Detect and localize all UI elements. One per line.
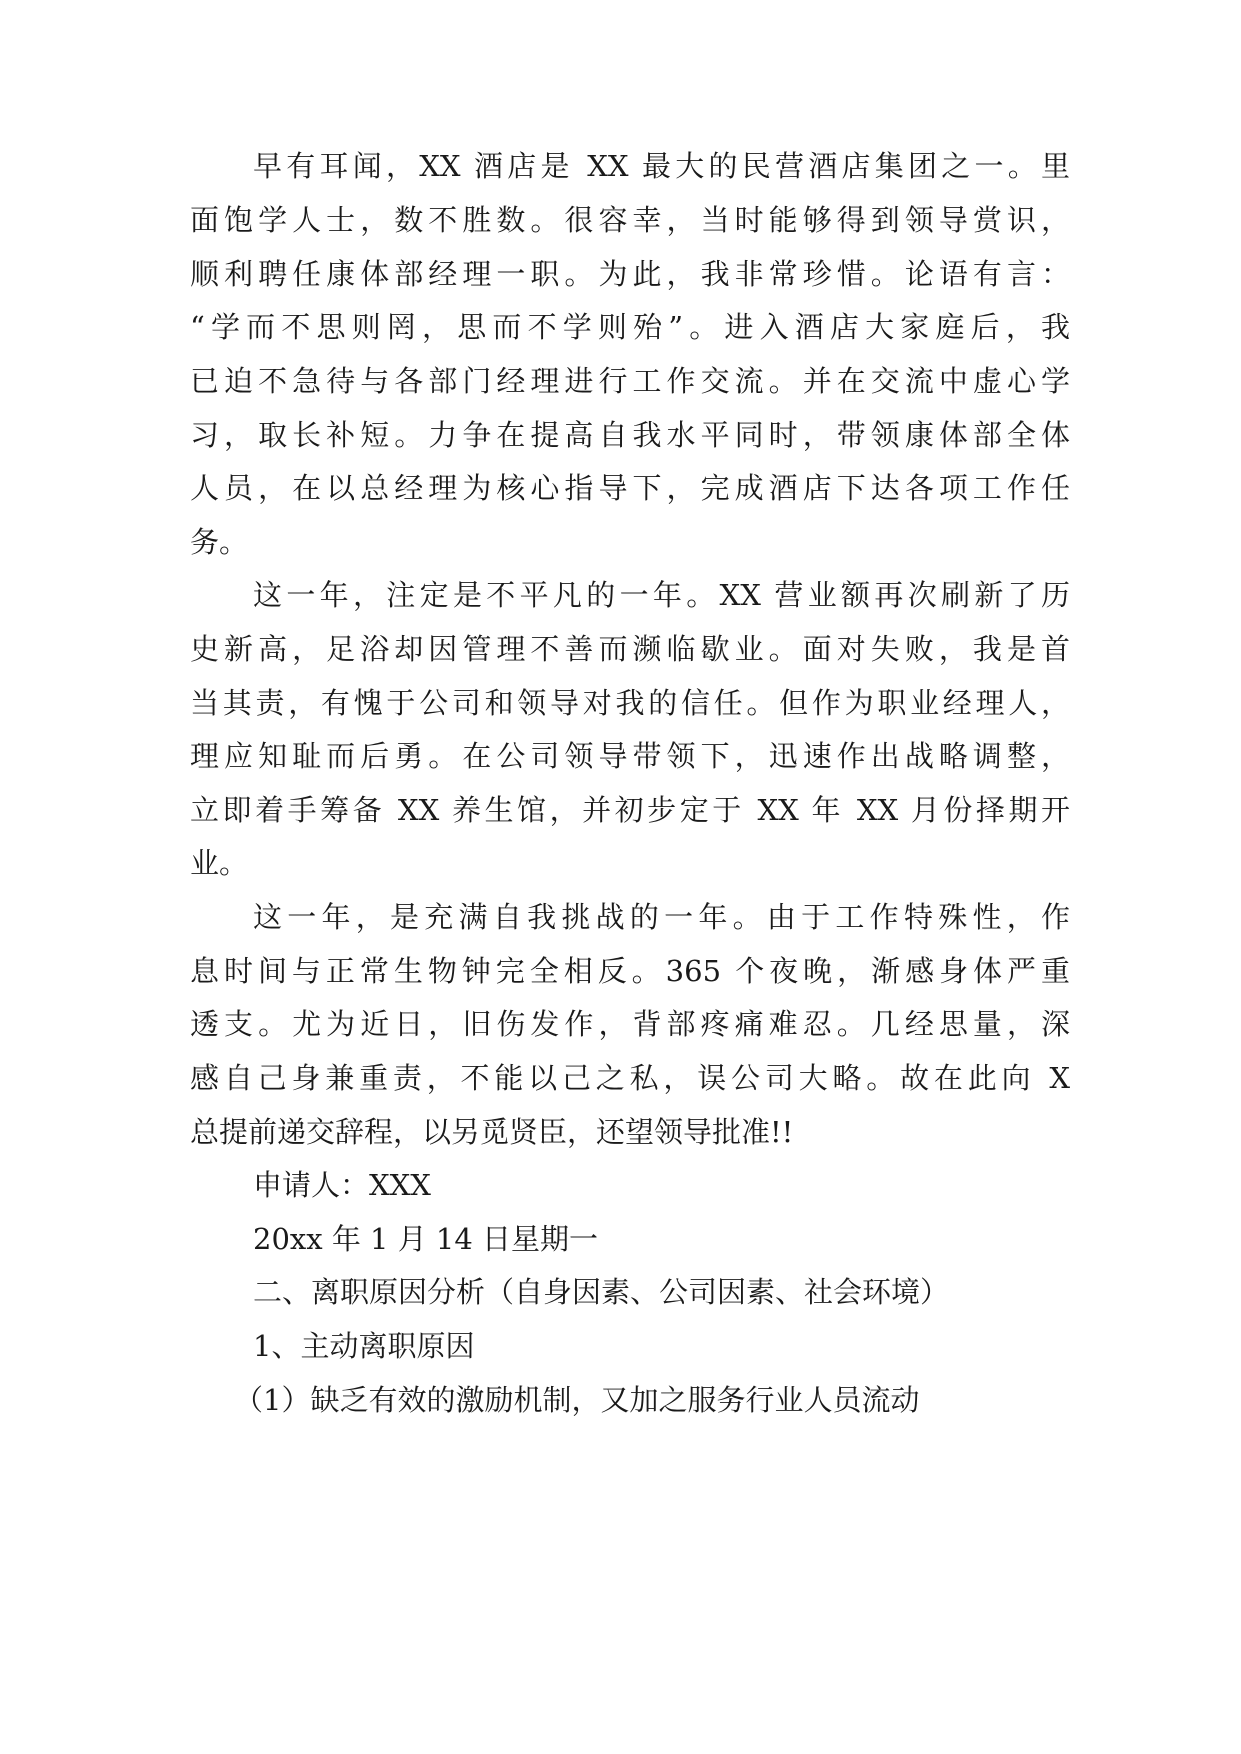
paragraph-1-line-1: 早有耳闻，XX 酒店是 XX 最大的民营酒店集团之一。里 — [253, 149, 1070, 183]
paragraph-3-line-5: 总提前递交辞程，以另觅贤臣，还望领导批准!! — [190, 1115, 794, 1149]
section-heading: 二、离职原因分析（自身因素、公司因素、社会环境） — [253, 1275, 950, 1309]
applicant-line: 申请人：XXX — [253, 1168, 431, 1202]
paragraph-1-line-3: 顺利聘任康体部经理一职。为此，我非常珍惜。论语有言： — [190, 257, 1070, 291]
item-line: （1）缺乏有效的激励机制，又加之服务行业人员流动 — [234, 1383, 920, 1417]
date-line: 20xx 年 1 月 14 日星期一 — [253, 1222, 599, 1256]
paragraph-1-line-2: 面饱学人士，数不胜数。很容幸，当时能够得到领导赏识， — [190, 203, 1070, 237]
paragraph-1-line-5: 已迫不急待与各部门经理进行工作交流。并在交流中虚心学 — [190, 364, 1070, 398]
paragraph-3-line-3: 透支。尤为近日，旧伤发作，背部疼痛难忍。几经思量，深 — [190, 1007, 1070, 1041]
paragraph-3-line-2: 息时间与正常生物钟完全相反。365 个夜晚，渐感身体严重 — [190, 954, 1070, 988]
paragraph-2-line-2: 史新高，足浴却因管理不善而濒临歇业。面对失败，我是首 — [190, 632, 1070, 666]
paragraph-1-line-6: 习，取长补短。力争在提高自我水平同时，带领康体部全体 — [190, 418, 1070, 452]
paragraph-2-line-5: 立即着手筹备 XX 养生馆，并初步定于 XX 年 XX 月份择期开 — [190, 793, 1070, 827]
paragraph-2-line-3: 当其责，有愧于公司和领导对我的信任。但作为职业经理人， — [190, 686, 1070, 720]
paragraph-1-line-7: 人员，在以总经理为核心指导下，完成酒店下达各项工作任 — [190, 471, 1070, 505]
paragraph-1-line-4: “学而不思则罔，思而不学则殆”。进入酒店大家庭后，我 — [190, 310, 1070, 344]
paragraph-3-line-1: 这一年，是充满自我挑战的一年。由于工作特殊性，作 — [253, 900, 1070, 934]
paragraph-1-line-8: 务。 — [190, 525, 249, 559]
paragraph-2-line-4: 理应知耻而后勇。在公司领导带领下，迅速作出战略调整， — [190, 739, 1070, 773]
paragraph-3-line-4: 感自己身兼重责，不能以己之私，误公司大略。故在此向 X — [190, 1061, 1070, 1095]
paragraph-2-line-1: 这一年，注定是不平凡的一年。XX 营业额再次刷新了历 — [253, 578, 1070, 612]
subsection-heading: 1、主动离职原因 — [253, 1329, 475, 1363]
paragraph-2-line-6: 业。 — [190, 846, 249, 880]
